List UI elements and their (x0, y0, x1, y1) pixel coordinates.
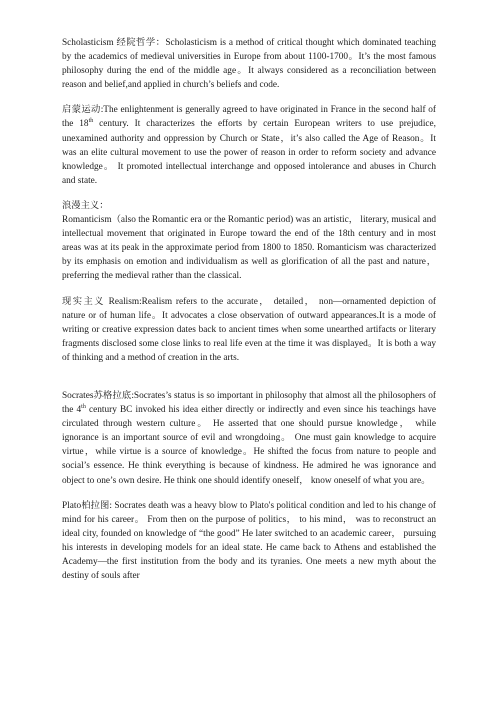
superscript-th: th (88, 118, 94, 125)
section-heading-romanticism: 浪漫主义： (62, 200, 109, 211)
paragraph-text: Scholasticism 经院哲学：Scholasticism is a method of critical thought which dominated teaching by the academics of medieval universities in Europe from about 1100-1700。It’s the most famous philosophy during the end of the middle age。It always considered as a reconciliation between reason and belief,and applied in church’s beliefs and code. (62, 38, 436, 91)
paragraph-text: Plato柏拉图: Socrates death was a heavy blow to Plato's political condition and led to his change of mind for his career。 From then on the purpose of politics， to his mind， was to reconstruct an ideal city, founded on knowledge of “the good” He later switched to an academic career， pursuing his interests in developing models for an ideal state. He came back to Athens and established the Academy—the first institution from the body and its tyranies. One meets a new myth about the destiny of souls after (62, 500, 436, 582)
paragraph-text: century. It characterizes the efforts by certain European writers to use prejudice, unexamined authority and oppression by Church or State，it’s also called the Age of Reason。It was an elite cultural movement to use the power of reason in order to reform society and advance knowledge。 It promoted intellectual interchange and opposed intolerance and abuses in Church and state. (62, 119, 436, 186)
paragraph-romanticism (62, 199, 436, 284)
paragraph-scholasticism (62, 36, 436, 92)
paragraph-text: Socrates苏格拉底:Socrates’s status is so important in philosophy that almost all the philosophers of the 4 (62, 390, 436, 416)
paragraph-text: century BC invoked his idea either directly or indirectly and even since his teachings have circulated through western culture。 He asserted that one should pursue knowledge， while ignorance is an important source of evil and wrongdoing。 One must gain knowledge to acquire virtue，while virtue is a source of knowledge。He shifted the focus from nature to people and social’s essence. He think everything is because of kindness. He admired he was ignorance and object to one’s own desire. He think one should identify oneself， know oneself of what you are。 (62, 405, 436, 486)
paragraph-enlightenment (62, 103, 436, 188)
paragraph-realism (62, 295, 436, 365)
paragraph-text: 启蒙运动:The enlightenment is generally agreed to have originated in France in the second half of the 18 (62, 105, 436, 130)
document-page (62, 36, 436, 583)
paragraph-socrates (62, 389, 436, 488)
superscript-th: th (81, 403, 86, 410)
paragraph-text: 现实主义 Realism:Realism refers to the accurate， detailed， non—ornamented depiction of nature or of human life。It advocates a close observation of outward appearances.It is a mode of writing or creative expression dates back to ancient times when some unearthed artifacts or literary fragments disclosed some close links to real life even at the time it was displayed。It is both a way of thinking and a method of creation in the arts. (62, 296, 436, 363)
paragraph-plato (62, 499, 436, 584)
paragraph-text: Romanticism（also the Romantic era or the Romantic period) was an artistic， literary, musical and intellectual movement that originated in Europe toward the end of the 18th century and in most areas was at its peak in the approximate period from 1800 to 1850. Romanticism was characterized by its emphasis on emotion and individualism as well as glorification of all the past and nature， preferring the medieval rather than the classical. (62, 215, 437, 282)
